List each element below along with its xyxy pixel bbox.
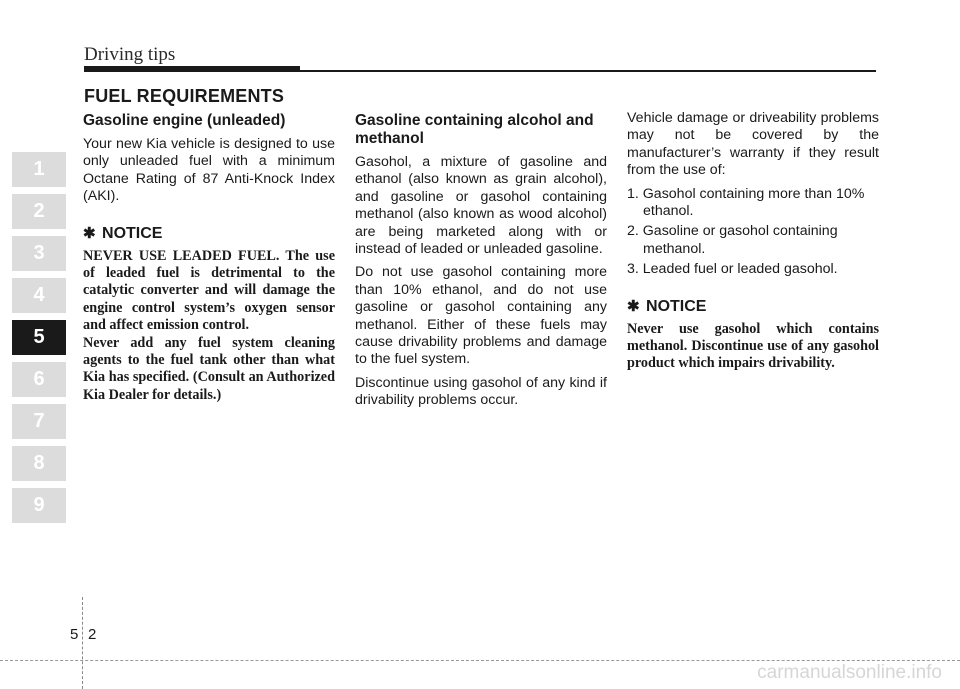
chapter-tab-1[interactable]: 1 <box>12 152 66 187</box>
page-chapter-number: 5 <box>70 626 79 643</box>
gasoline-engine-text: Your new Kia vehicle is designed to use only unleaded fuel with a minimum Octane Rating of 87 Anti-Knock Index (AKI). <box>83 136 335 205</box>
column-2 <box>355 112 607 416</box>
gasohol-paragraph: Gasohol, a mixture of gasoline and ethanol (also known as grain alcohol), and gasoline or gasohol containing methanol (also known as wood alcohol) are being marketed along with or instead of leaded or unleaded gasoline. <box>355 154 607 258</box>
alcohol-methanol-heading: Gasoline containing alcohol and methanol <box>355 112 594 147</box>
notice-label: NOTICE <box>646 297 707 315</box>
column-3 <box>627 110 879 373</box>
notice-text-cleaning: Never add any fuel system cleaning agents to the fuel tank other than what Kia has specified. (Consult an Authorized Kia Dealer for details.) <box>83 334 335 403</box>
list-item: 2. Gasoline or gasohol containing methanol. <box>627 223 838 257</box>
header-title: Driving tips <box>84 44 176 65</box>
section-title: FUEL REQUIREMENTS <box>84 86 285 106</box>
chapter-tab-3[interactable]: 3 <box>12 236 66 271</box>
discontinue-paragraph: Discontinue using gasohol of any kind if drivability problems occur. <box>355 374 607 409</box>
chapter-tab-2[interactable]: 2 <box>12 194 66 229</box>
header-rule-thin <box>300 70 876 72</box>
footer-divider-horizontal <box>0 660 960 661</box>
page-number: 2 <box>88 626 97 643</box>
ethanol-limit-paragraph: Do not use gasohol containing more than 10% ethanol, and do not use gasoline or gasohol containing any methanol. Either of these fuels may cause drivability problems and damage to the fuel system. <box>355 264 607 368</box>
warranty-intro: Vehicle damage or driveability problems may not be covered by the manufacturer’s warranty if they result from the use of: <box>627 110 879 179</box>
header-rule-thick <box>84 66 300 72</box>
chapter-tab-8[interactable]: 8 <box>12 446 66 481</box>
watermark: carmanualsonline.info <box>757 662 942 683</box>
chapter-tab-6[interactable]: 6 <box>12 362 66 397</box>
chapter-tabs <box>12 152 66 530</box>
notice-title <box>627 297 879 317</box>
chapter-tab-7[interactable]: 7 <box>12 404 66 439</box>
notice-star-icon: ✱ <box>83 224 96 242</box>
notice-label: NOTICE <box>102 224 163 242</box>
footer-divider-vertical <box>82 597 83 689</box>
list-item: 3. Leaded fuel or leaded gasohol. <box>627 261 838 278</box>
fuel-list <box>627 186 879 279</box>
chapter-tab-4[interactable]: 4 <box>12 278 66 313</box>
notice-text-methanol: Never use gasohol which contains methanol. Discontinue use of any gasohol product which impairs drivability. <box>627 320 879 372</box>
notice-star-icon: ✱ <box>627 297 640 315</box>
list-item: 1. Gasohol containing more than 10% ethanol. <box>627 185 865 220</box>
notice-text-leaded: NEVER USE LEADED FUEL. The use of leaded fuel is detrimental to the catalytic converter and will damage the engine control system’s oxygen sensor and affect emission control. <box>83 247 335 334</box>
chapter-tab-5[interactable]: 5 <box>12 320 66 355</box>
column-1 <box>83 112 335 404</box>
chapter-tab-9[interactable]: 9 <box>12 488 66 523</box>
notice-title <box>83 224 335 244</box>
gasoline-engine-heading: Gasoline engine (unleaded) <box>83 112 286 129</box>
